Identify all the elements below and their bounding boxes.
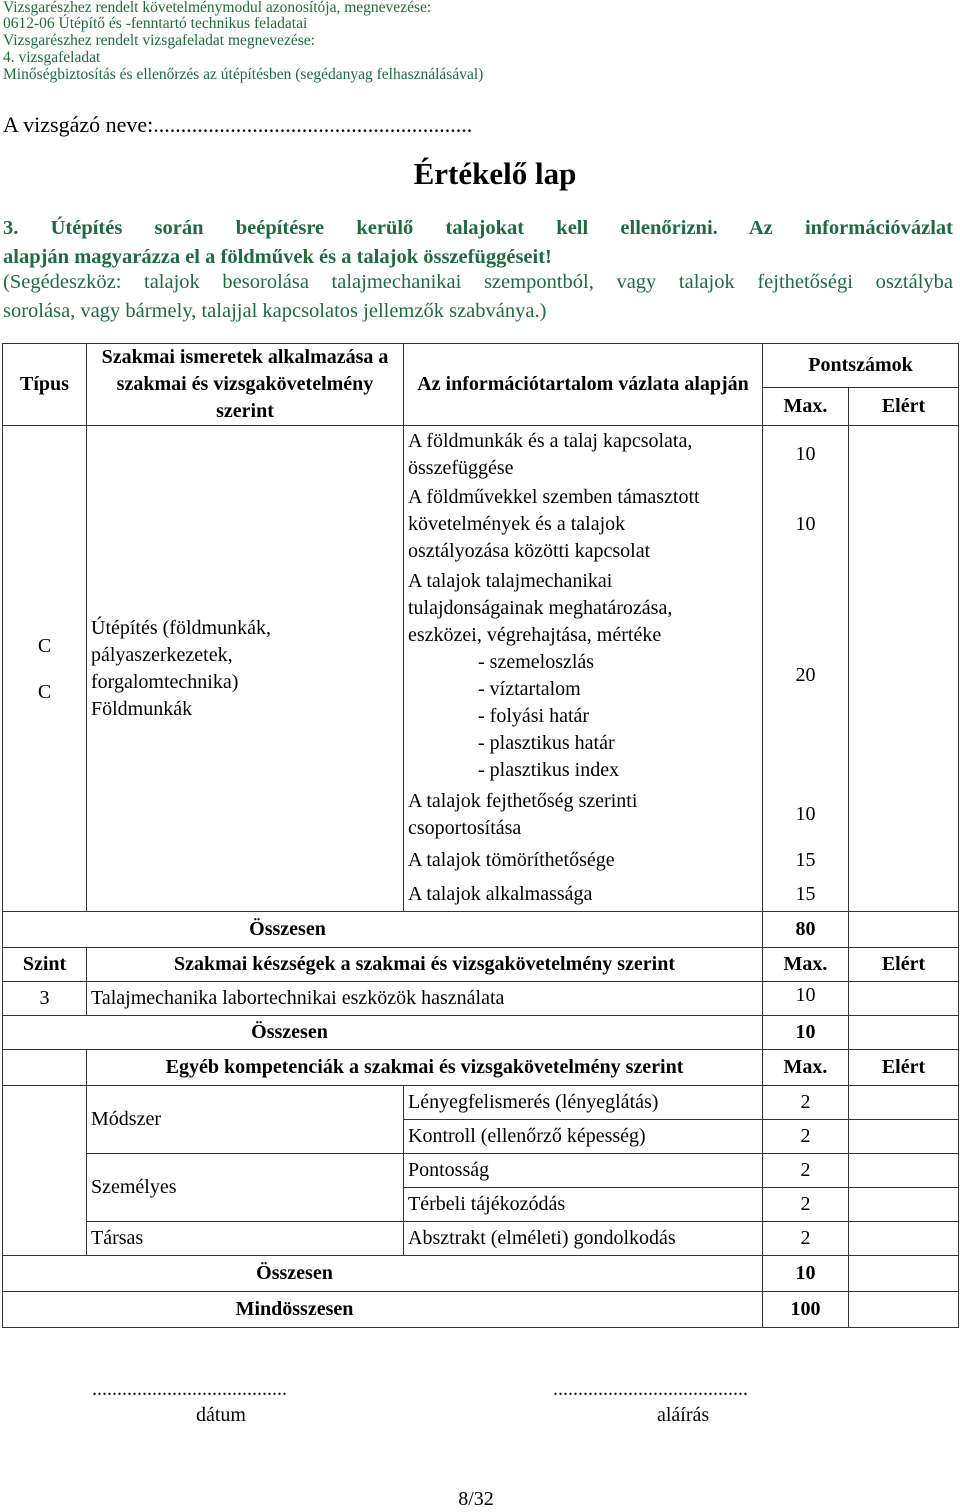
achieved-points[interactable] <box>849 426 959 912</box>
col-header-knowledge: Szakmai ismeretek alkalmazása a szakmai és vizsgakövetelmény szerint <box>87 344 404 426</box>
task-aid-1: (Segédeszköz: talajok besorolása talajmechanikai szempontból, vagy talajok fejthetőségi osztályba <box>3 271 953 293</box>
max-points: 2 <box>763 1154 849 1188</box>
table-row <box>3 1154 959 1188</box>
outline-cell: A földművekkel szemben támasztott követelmények és a talajok osztályozása közötti kapcsolat <box>404 484 763 566</box>
competency-item: Térbeli tájékozódás <box>404 1188 763 1222</box>
max-points: 10 <box>763 786 849 844</box>
max-points: 2 <box>763 1120 849 1154</box>
competency-item: Pontosság <box>404 1154 763 1188</box>
module-label: Vizsgarészhez rendelt követelménymodul azonosítója, megnevezése: <box>3 0 432 16</box>
skills-header-row <box>3 948 959 982</box>
skill-level: 3 <box>3 982 87 1016</box>
table-row <box>3 1086 959 1120</box>
type-cell: C C <box>3 426 87 912</box>
candidate-name-line: A vizsgázó neve:.......................................................... <box>3 112 473 137</box>
max-points: 10 <box>763 426 849 484</box>
max-points: 10 <box>763 982 849 1016</box>
table-row <box>3 982 959 1016</box>
col-header-type: Típus <box>3 344 87 426</box>
max-points: 15 <box>763 878 849 912</box>
signature-line: ....................................... <box>553 1378 748 1400</box>
page-number: 8/32 <box>458 1488 494 1510</box>
col-header-max: Max. <box>763 388 849 426</box>
max-points: 2 <box>763 1222 849 1256</box>
subtotal-label: Összesen <box>3 1016 763 1050</box>
subtotal-achieved[interactable] <box>849 1016 959 1050</box>
subtotal-label: Összesen <box>3 912 763 948</box>
evaluation-table <box>2 343 959 1328</box>
outline-cell: A talajok fejthetőség szerinti csoportosítása <box>404 786 763 844</box>
skill-item: Talajmechanika labortechnikai eszközök használata <box>87 982 763 1016</box>
signature-label: aláírás <box>657 1404 710 1426</box>
outline-cell: A talajok tömöríthetősége <box>404 844 763 878</box>
achieved-points[interactable] <box>849 1222 959 1256</box>
max-points: 20 <box>763 566 849 786</box>
col-header-max: Max. <box>763 948 849 982</box>
competency-item: Kontroll (ellenőrző képesség) <box>404 1120 763 1154</box>
grand-total-row <box>3 1292 959 1328</box>
grand-total-max: 100 <box>763 1292 849 1328</box>
date-label: dátum <box>196 1404 246 1426</box>
achieved-points[interactable] <box>849 1120 959 1154</box>
col-header-outline: Az információtartalom vázlata alapján <box>404 344 763 426</box>
table-row <box>3 426 959 484</box>
page-title: Értékelő lap <box>413 156 577 191</box>
subtotal-max: 10 <box>763 1016 849 1050</box>
subtotal-achieved[interactable] <box>849 1256 959 1292</box>
col-header-skills: Szakmai készségek a szakmai és vizsgakövetelmény szerint <box>87 948 763 982</box>
subtotal-max: 10 <box>763 1256 849 1292</box>
col-header-max: Max. <box>763 1050 849 1086</box>
max-points: 2 <box>763 1188 849 1222</box>
max-points: 10 <box>763 484 849 566</box>
task-number: 4. vizsgafeladat <box>3 49 101 66</box>
outline-cell: A talajok alkalmassága <box>404 878 763 912</box>
outline-cell: A földmunkák és a talaj kapcsolata, összefüggése <box>404 426 763 484</box>
subtotal-row <box>3 912 959 948</box>
col-header-achieved: Elért <box>849 388 959 426</box>
subtotal-max: 80 <box>763 912 849 948</box>
task-name: Minőségbiztosítás és ellenőrzés az útépítésben (segédanyag felhasználásával) <box>3 66 484 83</box>
competency-item: Absztrakt (elméleti) gondolkodás <box>404 1222 763 1256</box>
col-header-level: Szint <box>3 948 87 982</box>
task-statement-2: alapján magyarázza el a földművek és a talajok összefüggéseit! <box>3 246 552 268</box>
achieved-points[interactable] <box>849 1086 959 1120</box>
achieved-points[interactable] <box>849 1188 959 1222</box>
grand-total-label: Mindösszesen <box>3 1292 763 1328</box>
other-header-row <box>3 1050 959 1086</box>
max-points: 2 <box>763 1086 849 1120</box>
table-row <box>3 1222 959 1256</box>
col-header-achieved: Elért <box>849 1050 959 1086</box>
group-name: Személyes <box>87 1154 404 1222</box>
max-points: 15 <box>763 844 849 878</box>
outline-cell: A talajok talajmechanikai tulajdonságainak meghatározása, eszközei, végrehajtása, mértéke - szemeloszlás - víztartalom - folyási határ - plasztikus határ - plasztikus index <box>404 566 763 786</box>
achieved-points[interactable] <box>849 982 959 1016</box>
col-header-other: Egyéb kompetenciák a szakmai és vizsgakövetelmény szerint <box>87 1050 763 1086</box>
competency-item: Lényegfelismerés (lényeglátás) <box>404 1086 763 1120</box>
module-id: 0612-06 Útépítő és -fenntartó technikus feladatai <box>3 15 308 32</box>
subtotal-label: Összesen <box>3 1256 763 1292</box>
group-name: Társas <box>87 1222 404 1256</box>
col-header-achieved: Elért <box>849 948 959 982</box>
subtotal-row <box>3 1256 959 1292</box>
grand-total-achieved[interactable] <box>849 1292 959 1328</box>
subtotal-achieved[interactable] <box>849 912 959 948</box>
date-line: ....................................... <box>92 1378 287 1400</box>
task-label: Vizsgarészhez rendelt vizsgafeladat megnevezése: <box>3 32 315 49</box>
col-header-points: Pontszámok <box>763 344 959 388</box>
subtotal-row <box>3 1016 959 1050</box>
task-statement-1: 3. Útépítés során beépítésre kerülő talajokat kell ellenőrizni. Az információvázlat <box>3 217 953 239</box>
task-aid-2: sorolása, vagy bármely, talajjal kapcsolatos jellemzők szabványa.) <box>3 300 547 322</box>
group-name: Módszer <box>87 1086 404 1154</box>
topic-cell: Útépítés (földmunkák, pályaszerkezetek, forgalomtechnika) Földmunkák <box>87 426 404 912</box>
achieved-points[interactable] <box>849 1154 959 1188</box>
